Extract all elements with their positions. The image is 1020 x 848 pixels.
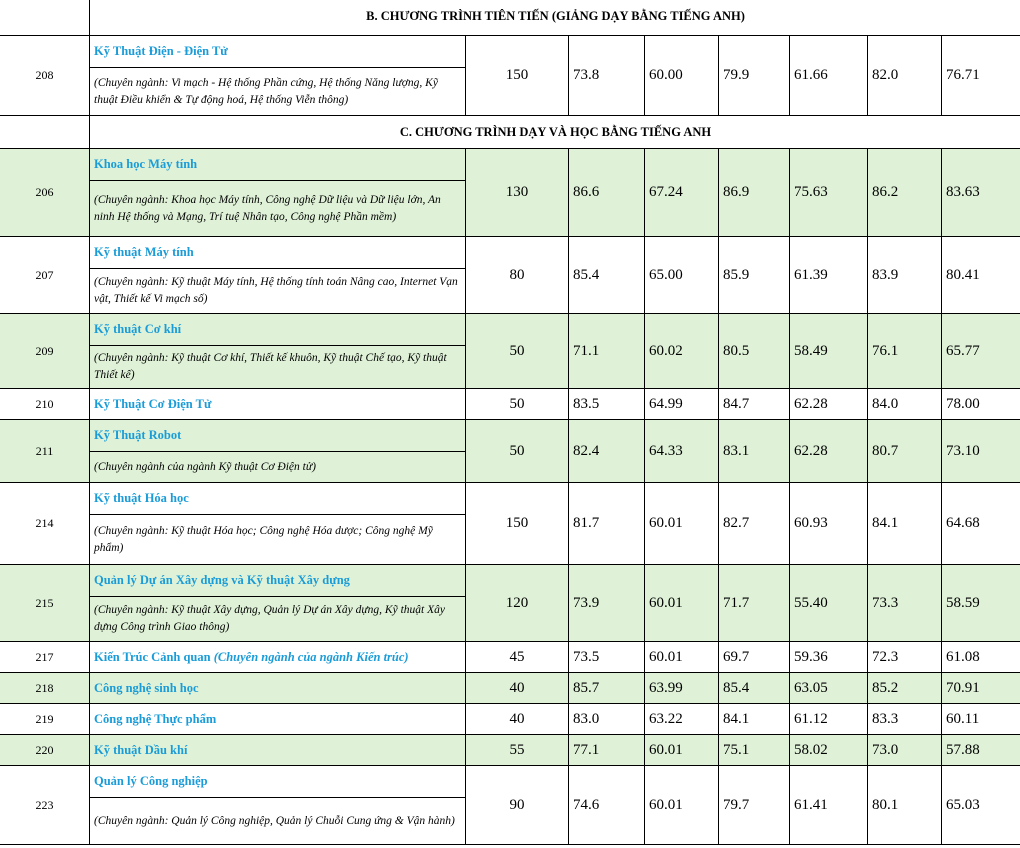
score-2: 63.99 — [645, 673, 719, 704]
score-6: 60.11 — [942, 704, 1020, 735]
score-5: 85.2 — [868, 673, 942, 704]
score-6: 64.68 — [942, 483, 1020, 565]
program-code: 219 — [0, 704, 90, 735]
score-2: 60.01 — [645, 565, 719, 642]
score-3: 85.4 — [719, 673, 790, 704]
program-code: 223 — [0, 766, 90, 845]
program-code: 214 — [0, 483, 90, 565]
score-3: 79.9 — [719, 36, 790, 116]
program-quota: 120 — [466, 565, 569, 642]
score-3: 79.7 — [719, 766, 790, 845]
program-code: 220 — [0, 735, 90, 766]
score-1: 77.1 — [569, 735, 645, 766]
score-1: 83.5 — [569, 389, 645, 420]
score-2: 67.24 — [645, 149, 719, 237]
program-code: 208 — [0, 36, 90, 116]
score-1: 86.6 — [569, 149, 645, 237]
program-quota: 50 — [466, 420, 569, 483]
table-row — [0, 420, 1020, 452]
score-5: 73.0 — [868, 735, 942, 766]
score-4: 59.36 — [790, 642, 868, 673]
score-1: 74.6 — [569, 766, 645, 845]
score-2: 60.01 — [645, 483, 719, 565]
program-code: 210 — [0, 389, 90, 420]
score-2: 60.01 — [645, 766, 719, 845]
score-1: 73.5 — [569, 642, 645, 673]
score-5: 86.2 — [868, 149, 942, 237]
program-quota: 45 — [466, 642, 569, 673]
program-code: 209 — [0, 314, 90, 389]
program-code: 215 — [0, 565, 90, 642]
score-5: 73.3 — [868, 565, 942, 642]
score-6: 58.59 — [942, 565, 1020, 642]
program-quota: 50 — [466, 314, 569, 389]
program-quota: 90 — [466, 766, 569, 845]
program-code: 217 — [0, 642, 90, 673]
score-6: 65.03 — [942, 766, 1020, 845]
table-row — [0, 642, 1020, 673]
score-4: 61.39 — [790, 237, 868, 314]
score-1: 73.8 — [569, 36, 645, 116]
section-header-row — [0, 116, 1020, 149]
table-row — [0, 766, 1020, 798]
program-name: Kỹ Thuật Cơ Điện Tử — [90, 389, 466, 420]
score-2: 60.01 — [645, 642, 719, 673]
program-quota: 150 — [466, 483, 569, 565]
program-name: Quản lý Dự án Xây dựng và Kỹ thuật Xây dựng — [90, 565, 466, 597]
program-quota: 80 — [466, 237, 569, 314]
program-specializations: (Chuyên ngành: Quản lý Công nghiệp, Quản lý Chuỗi Cung ứng & Vận hành) — [90, 798, 466, 845]
score-4: 75.63 — [790, 149, 868, 237]
score-4: 61.41 — [790, 766, 868, 845]
score-5: 83.9 — [868, 237, 942, 314]
score-5: 72.3 — [868, 642, 942, 673]
program-quota: 150 — [466, 36, 569, 116]
score-1: 83.0 — [569, 704, 645, 735]
score-3: 82.7 — [719, 483, 790, 565]
program-name: Công nghệ Thực phẩm — [90, 704, 466, 735]
table-row — [0, 389, 1020, 420]
table-row — [0, 36, 1020, 68]
program-name: Kỹ thuật Dầu khí — [90, 735, 466, 766]
score-6: 61.08 — [942, 642, 1020, 673]
score-2: 65.00 — [645, 237, 719, 314]
score-5: 80.1 — [868, 766, 942, 845]
table-row — [0, 149, 1020, 181]
score-3: 71.7 — [719, 565, 790, 642]
score-3: 83.1 — [719, 420, 790, 483]
program-specializations: (Chuyên ngành: Kỹ thuật Xây dựng, Quản lý Dự án Xây dựng, Kỹ thuật Xây dựng Công trình Giao thông) — [90, 597, 466, 642]
score-6: 80.41 — [942, 237, 1020, 314]
score-5: 82.0 — [868, 36, 942, 116]
score-3: 75.1 — [719, 735, 790, 766]
score-2: 60.00 — [645, 36, 719, 116]
score-1: 73.9 — [569, 565, 645, 642]
score-5: 84.0 — [868, 389, 942, 420]
score-1: 85.4 — [569, 237, 645, 314]
score-2: 60.01 — [645, 735, 719, 766]
program-quota: 55 — [466, 735, 569, 766]
score-2: 60.02 — [645, 314, 719, 389]
program-quota: 130 — [466, 149, 569, 237]
table-row — [0, 565, 1020, 597]
program-name: Khoa học Máy tính — [90, 149, 466, 181]
program-name-suffix: (Chuyên ngành của ngành Kiến trúc) — [213, 649, 409, 664]
score-6: 70.91 — [942, 673, 1020, 704]
score-2: 63.22 — [645, 704, 719, 735]
program-name: Công nghệ sinh học — [90, 673, 466, 704]
score-6: 57.88 — [942, 735, 1020, 766]
table-row — [0, 704, 1020, 735]
score-5: 80.7 — [868, 420, 942, 483]
score-4: 62.28 — [790, 389, 868, 420]
score-3: 69.7 — [719, 642, 790, 673]
section-c-title: C. CHƯƠNG TRÌNH DẠY VÀ HỌC BẰNG TIẾNG ANH — [90, 116, 1020, 149]
score-5: 83.3 — [868, 704, 942, 735]
score-1: 81.7 — [569, 483, 645, 565]
score-6: 83.63 — [942, 149, 1020, 237]
table-row — [0, 735, 1020, 766]
table-row — [0, 314, 1020, 346]
score-6: 78.00 — [942, 389, 1020, 420]
score-2: 64.33 — [645, 420, 719, 483]
score-6: 65.77 — [942, 314, 1020, 389]
program-quota: 40 — [466, 704, 569, 735]
score-3: 86.9 — [719, 149, 790, 237]
score-4: 55.40 — [790, 565, 868, 642]
program-quota: 50 — [466, 389, 569, 420]
score-1: 85.7 — [569, 673, 645, 704]
score-4: 58.02 — [790, 735, 868, 766]
table-row — [0, 673, 1020, 704]
table-row — [0, 483, 1020, 515]
score-5: 76.1 — [868, 314, 942, 389]
program-name: Kỹ Thuật Robot — [90, 420, 466, 452]
score-3: 84.7 — [719, 389, 790, 420]
score-4: 58.49 — [790, 314, 868, 389]
score-1: 82.4 — [569, 420, 645, 483]
program-code: 218 — [0, 673, 90, 704]
program-specializations: (Chuyên ngành: Kỹ thuật Hóa học; Công nghệ Hóa dược; Công nghệ Mỹ phẩm) — [90, 515, 466, 565]
score-4: 60.93 — [790, 483, 868, 565]
program-specializations: (Chuyên ngành: Kỹ thuật Cơ khí, Thiết kế khuôn, Kỹ thuật Chế tạo, Kỹ thuật Thiết kế) — [90, 346, 466, 389]
program-name: Kỹ Thuật Điện - Điện Tử — [90, 36, 466, 68]
score-4: 61.12 — [790, 704, 868, 735]
score-2: 64.99 — [645, 389, 719, 420]
program-specializations: (Chuyên ngành: Vi mạch - Hệ thống Phần cứng, Hệ thống Năng lượng, Kỹ thuật Điều khiển & Tự động hoá, Hệ thống Viễn thông) — [90, 68, 466, 116]
score-1: 71.1 — [569, 314, 645, 389]
section-b-title: B. CHƯƠNG TRÌNH TIÊN TIẾN (GIẢNG DẠY BẰNG TIẾNG ANH) — [90, 0, 1020, 36]
program-name: Kiến Trúc Cảnh quan — [94, 649, 211, 664]
program-specializations: (Chuyên ngành: Kỹ thuật Máy tính, Hệ thống tính toán Nâng cao, Internet Vạn vật, Thiết kế Vi mạch số) — [90, 269, 466, 314]
program-code: 207 — [0, 237, 90, 314]
program-specializations: (Chuyên ngành của ngành Kỹ thuật Cơ Điện tử) — [90, 452, 466, 483]
score-4: 62.28 — [790, 420, 868, 483]
score-3: 84.1 — [719, 704, 790, 735]
score-3: 85.9 — [719, 237, 790, 314]
program-code: 206 — [0, 149, 90, 237]
program-name: Kỹ thuật Cơ khí — [90, 314, 466, 346]
score-4: 63.05 — [790, 673, 868, 704]
program-name: Kỹ thuật Máy tính — [90, 237, 466, 269]
score-4: 61.66 — [790, 36, 868, 116]
program-name: Quản lý Công nghiệp — [90, 766, 466, 798]
program-name-cell — [90, 642, 466, 673]
program-code: 211 — [0, 420, 90, 483]
section-header-row — [0, 0, 1020, 36]
program-quota: 40 — [466, 673, 569, 704]
program-name: Kỹ thuật Hóa học — [90, 483, 466, 515]
score-5: 84.1 — [868, 483, 942, 565]
score-6: 73.10 — [942, 420, 1020, 483]
score-3: 80.5 — [719, 314, 790, 389]
table-row — [0, 237, 1020, 269]
program-specializations: (Chuyên ngành: Khoa học Máy tính, Công nghệ Dữ liệu và Dữ liệu lớn, An ninh Hệ thống và Mạng, Trí tuệ Nhân tạo, Công nghệ Phần mềm) — [90, 181, 466, 237]
score-6: 76.71 — [942, 36, 1020, 116]
